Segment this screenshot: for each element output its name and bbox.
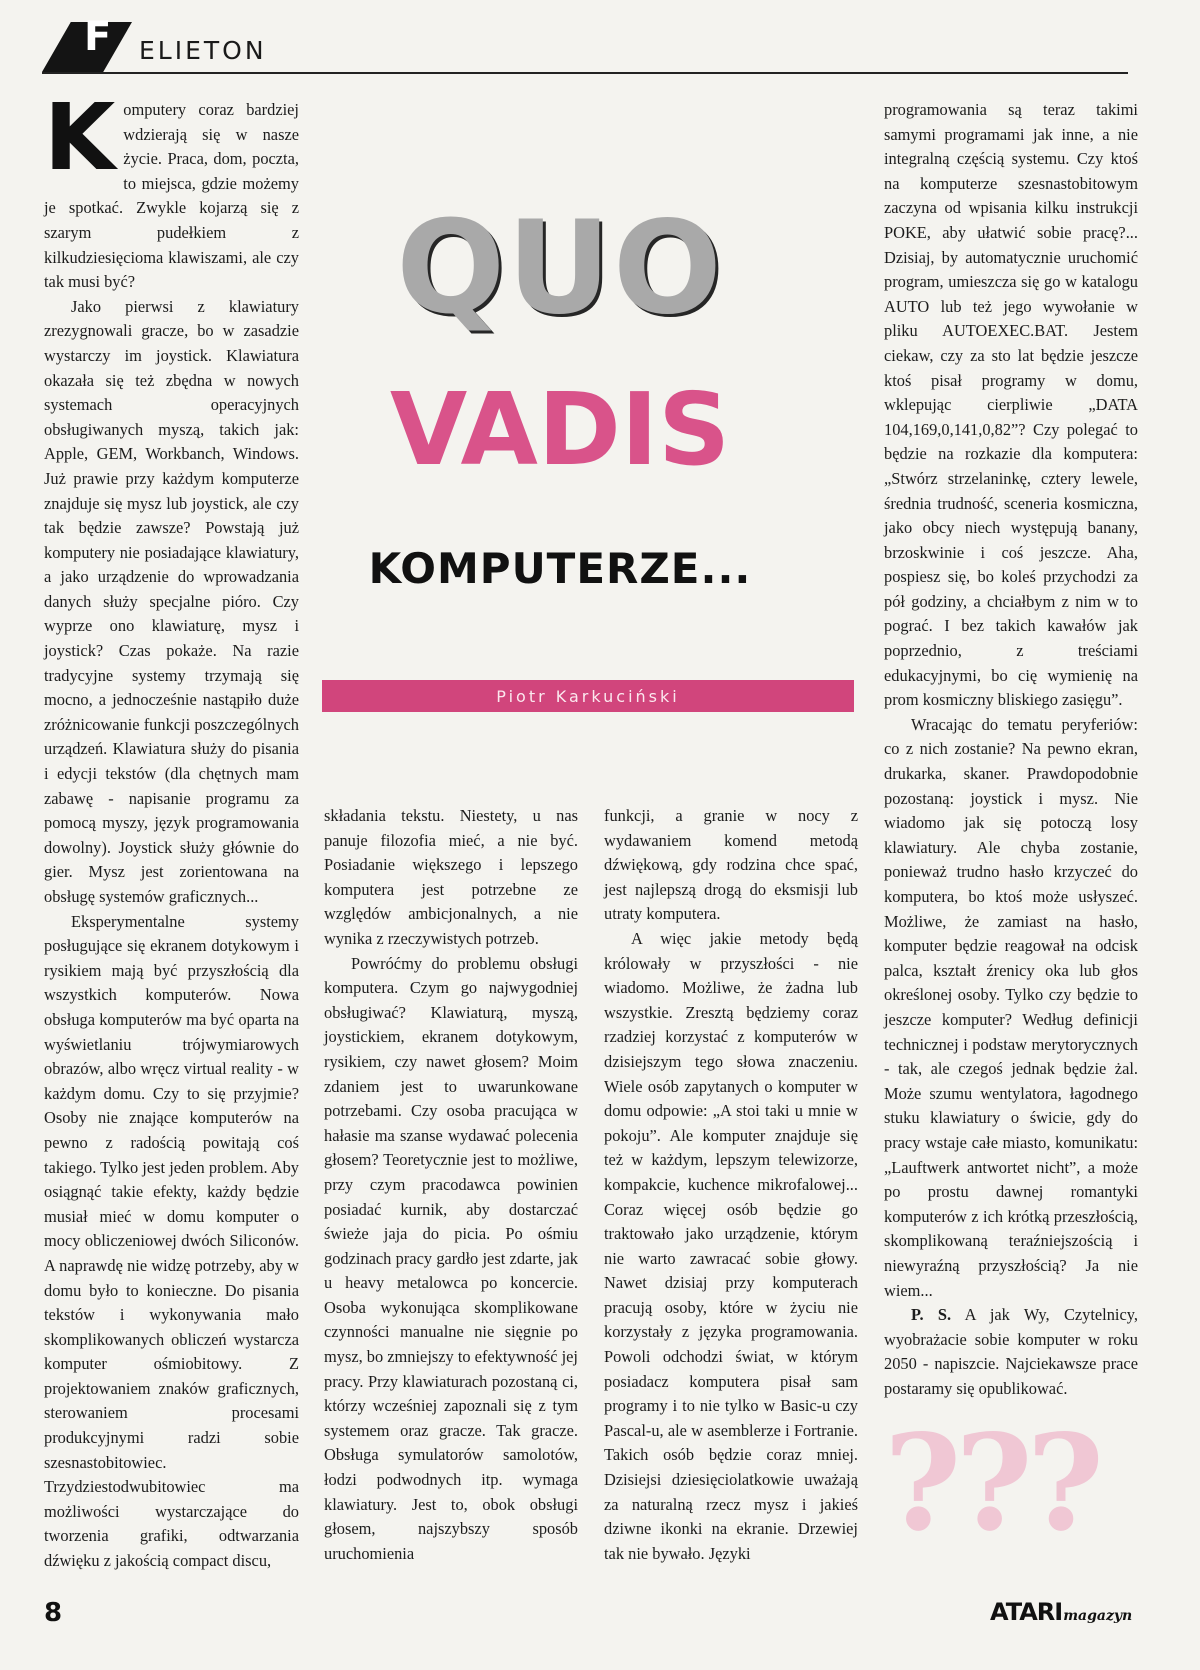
- title-line-vadis: VADIS: [389, 371, 731, 488]
- section-letter: F: [84, 14, 112, 60]
- author-byline: Piotr Karkuciński: [322, 680, 854, 712]
- drop-cap: K: [44, 84, 116, 191]
- page-number: 8: [44, 1598, 63, 1628]
- paragraph: A więc jakie metody będą królowały w przyszłości - nie wiadomo. Możliwe, że żadna lub wszystkie. Zresztą będziemy coraz rzadziej korzystać z komputerów w dzisiejszym tego słowa znaczeniu. Wiele osób zapytanych o komputer w domu odpowie: „A stoi taki u mnie w pokoju”. Ale komputer znajduje się też w każdym, lepszym telewizorze, kompakcie, kuchence mikrofalowej... Coraz więcej osób będzie go traktowało jako urządzenie, którym nie warto zawracać sobie głowy. Nawet dzisiaj przy komputerach pracują osoby, które w życiu nie korzystały z języka programowania. Powoli odchodzi świat, w którym posiadacz komputera pisał sam programy i to nie tylko w Basic-u czy Pascal-u, ale w asemblerze i Fortranie. Takich osób będzie coraz mniej. Dzisiejsi dziesięciolatkowie uważają za naturalną rzecz mysz i jakieś dziwne ikonki na ekranie. Drzewiej tak nie bywało. Języki: [604, 928, 858, 1563]
- paragraph: składania tekstu. Niestety, u nas panuje filozofia mieć, a nie być. Posiadanie większego i lepszego komputera jest potrzebne ze względów ambicjonalnych, a nie wynika z rzeczywistych potrzeb.: [324, 806, 578, 948]
- postscript: [884, 1303, 1138, 1401]
- paragraph: programowania są teraz takimi samymi programami jak inne, a nie integralną częścią systemu. Czy ktoś na komputerze szesnastobitowym zaczyna od wpisania kilku instrukcji POKE, aby ułatwić sobie pracę?... Dzisiaj, by automatycznie uruchomić program, umieszcza się go w katalogu AUTO lub też jego wywołanie w pliku AUTOEXEC.BAT. Jestem ciekaw, czy za sto lat będzie jeszcze ktoś pisał programy w domu, wklepując cierpliwie „DATA 104,169,0,141,0,82”? Czy polegać to będzie na rozkazie dla komputera: „Stwórz strzelaninkę, cztery lewele, średnia trudność, sceneria kosmiczna, jako obcy niech występują banany, brzoskwinie i coś jeszcze. Aha, pospiesz się, bo koleś przychodzi za pół godziny, a chciałbym z nim w to pograć. I bez takich kawałów jak poprzednio, z treściami edukacyjnymi, bo cię wymienię na prom kosmiczny bliskiego zasięgu”.: [884, 100, 1138, 710]
- question-marks-decoration: ???: [884, 1406, 1099, 1561]
- paragraph: [44, 84, 299, 295]
- paragraph: Wracając do tematu peryferiów: co z nich zostanie? Na pewno ekran, drukarka, skaner. Prawdopodobnie pozostaną: joystick i mysz. Nie wiadomo jak się potoczą losy klawiatury. Ale chyba zostanie, ponieważ trudno hasło krzyczeć do komputera, bo ktoś może usłyszeć. Możliwe, że zamiast na hasło, komputer będzie reagował na odcisk palca, kształt źrenicy oka lub głos określonej osoby. Tylko czy będzie to jeszcze komputer? Według definicji technicznej i podstaw merytorycznych - tak, ale czegoś jednak będzie żal. Może szumu wentylatora, łagodnego stuku klawiatury o świcie, gdy do pracy wstaje całe miasto, komunikatu: „Lauftwerk antwortet nicht”, a może po prostu dawnej romantyki komputerów z ich krótką przeszłością, skomplikowaną teraźniejszością i niewyraźną przyszłością? Ja nie wiem...: [884, 714, 1138, 1300]
- article-column-2: [324, 804, 578, 1566]
- logo-main: ATARI: [990, 1598, 1063, 1626]
- paragraph: Eksperymentalne systemy posługujące się ekranem dotykowym i rysikiem mają być przyszłością dla wszystkich komputerów. Nowa obsługa komputerów ma być oparta na wyświetlaniu trójwymiarowych obrazów, albo wręcz virtual reality - w każdym domu. Czy to się przyjmie? Osoby nie znające komputerów na pewno z radością powitają coś takiego. Tylko jest jeden problem. Aby osiągnąć takie efekty, każdy będzie musiał mieć w domu komputer o mocy obliczeniowej dwóch Siliconów. A naprawdę nie widzę potrzeby, aby w domu było to konieczne. Do pisania tekstów i wykonywania mało skomplikowanych obliczeń wystarcza komputer ośmiobitowy. Z projektowaniem znaków graficznych, sterowaniem procesami produkcyjnymi radzi sobie szesnastobitowiec. Trzydziestodwubitowiec ma możliwości wystarczające do tworzenia grafiki, odtwarzania dźwięku z jakością compact discu,: [44, 911, 299, 1571]
- article-column-4: [884, 98, 1138, 1401]
- postscript-label: P. S.: [911, 1305, 952, 1325]
- postscript-text: A jak Wy, Czytelnicy, wyobrażacie sobie komputer w roku 2050 - napiszcie. Najciekawsze prace postaramy się opublikować.: [884, 1305, 1138, 1398]
- paragraph: Jako pierwsi z klawiatury zrezygnowali gracze, bo w zasadzie wystarczy im joystick. Klawiatura okazała się też zbędna w nowych systemach operacyjnych obsługiwanych myszą, takich jak: Apple, GEM, Workbanch, Windows. Już prawie przy każdym komputerze znajduje się mysz lub joystick, ale czy tak będzie zawsze? Powstają już komputery nie posiadające klawiatury, a jako urządzenie do wprowadzania danych służy specjalne pióro. Czy wyprze ono klawiaturę, mysz i joystick? Czas pokaże. Na razie tradycyjne systemy trzymają się mocno, a jednocześnie nastąpiło duże zróżnicowanie funkcji poszczególnych urządzeń. Klawiatura służy do pisania i edycji tekstów (dla chętnych mam zabawę - napisanie programu za pomocą myszy, język programowania dowolny). Joystick służy głównie do gier. Mysz jest zorientowana na obsługę systemów graficznych...: [44, 296, 299, 906]
- article-column-3: [604, 804, 858, 1566]
- paragraph: Powróćmy do problemu obsługi komputera. Czym go najwygodniej obsługiwać? Klawiaturą, myszą, joystickiem, ekranem dotykowym, rysikiem, czy nawet głosem? Moim zdaniem jest to uwarunkowane potrzebami. Czy osoba pracująca w hałasie ma szanse wydawać polecenia głosem? Teoretycznie jest to możliwe, przy czym pracodawca powinien posiadać kurnik, aby dostarczać świeże jaja do picia. Po ośmiu godzinach pracy gardło jest zdarte, jak u heavy metalowca po koncercie. Osoba wykonująca skomplikowane czynności manualne nie sięgnie po mysz, bo zmniejszy to efektywność jej pracy. Przy klawiaturach pozostaną ci, którzy wcześniej zapoznali się z tym systemem oraz gracze. Tak gracze. Obsługa symulatorów samolotów, łodzi podwodnych itp. wymaga klawiatury. Jest to, obok obsługi głosem, najszybszy sposób uruchomienia: [324, 953, 578, 1563]
- paragraph-text: omputery coraz bardziej wdzierają się w nasze życie. Praca, dom, poczta, to miejsca, gdzie możemy je spotkać. Zwykle kojarzą się z szarym pudełkiem z kilkudziesięcioma klawiszami, ale czy tak musi być?: [44, 100, 299, 292]
- logo-sub: magazyn: [1063, 1608, 1133, 1624]
- article-column-1: [44, 84, 299, 1574]
- title-line-quo: QUO: [396, 194, 724, 343]
- title-line-komputerze: KOMPUTERZE...: [368, 544, 752, 593]
- magazine-logo: [990, 1598, 1132, 1626]
- section-title: ELIETON: [139, 36, 267, 65]
- paragraph: funkcji, a granie w nocy z wydawaniem komend metodą dźwiękową, gdy rodzina chce spać, jest najlepszą drogą do eksmisji lub utraty komputera.: [604, 806, 858, 924]
- header-rule: [42, 72, 1128, 74]
